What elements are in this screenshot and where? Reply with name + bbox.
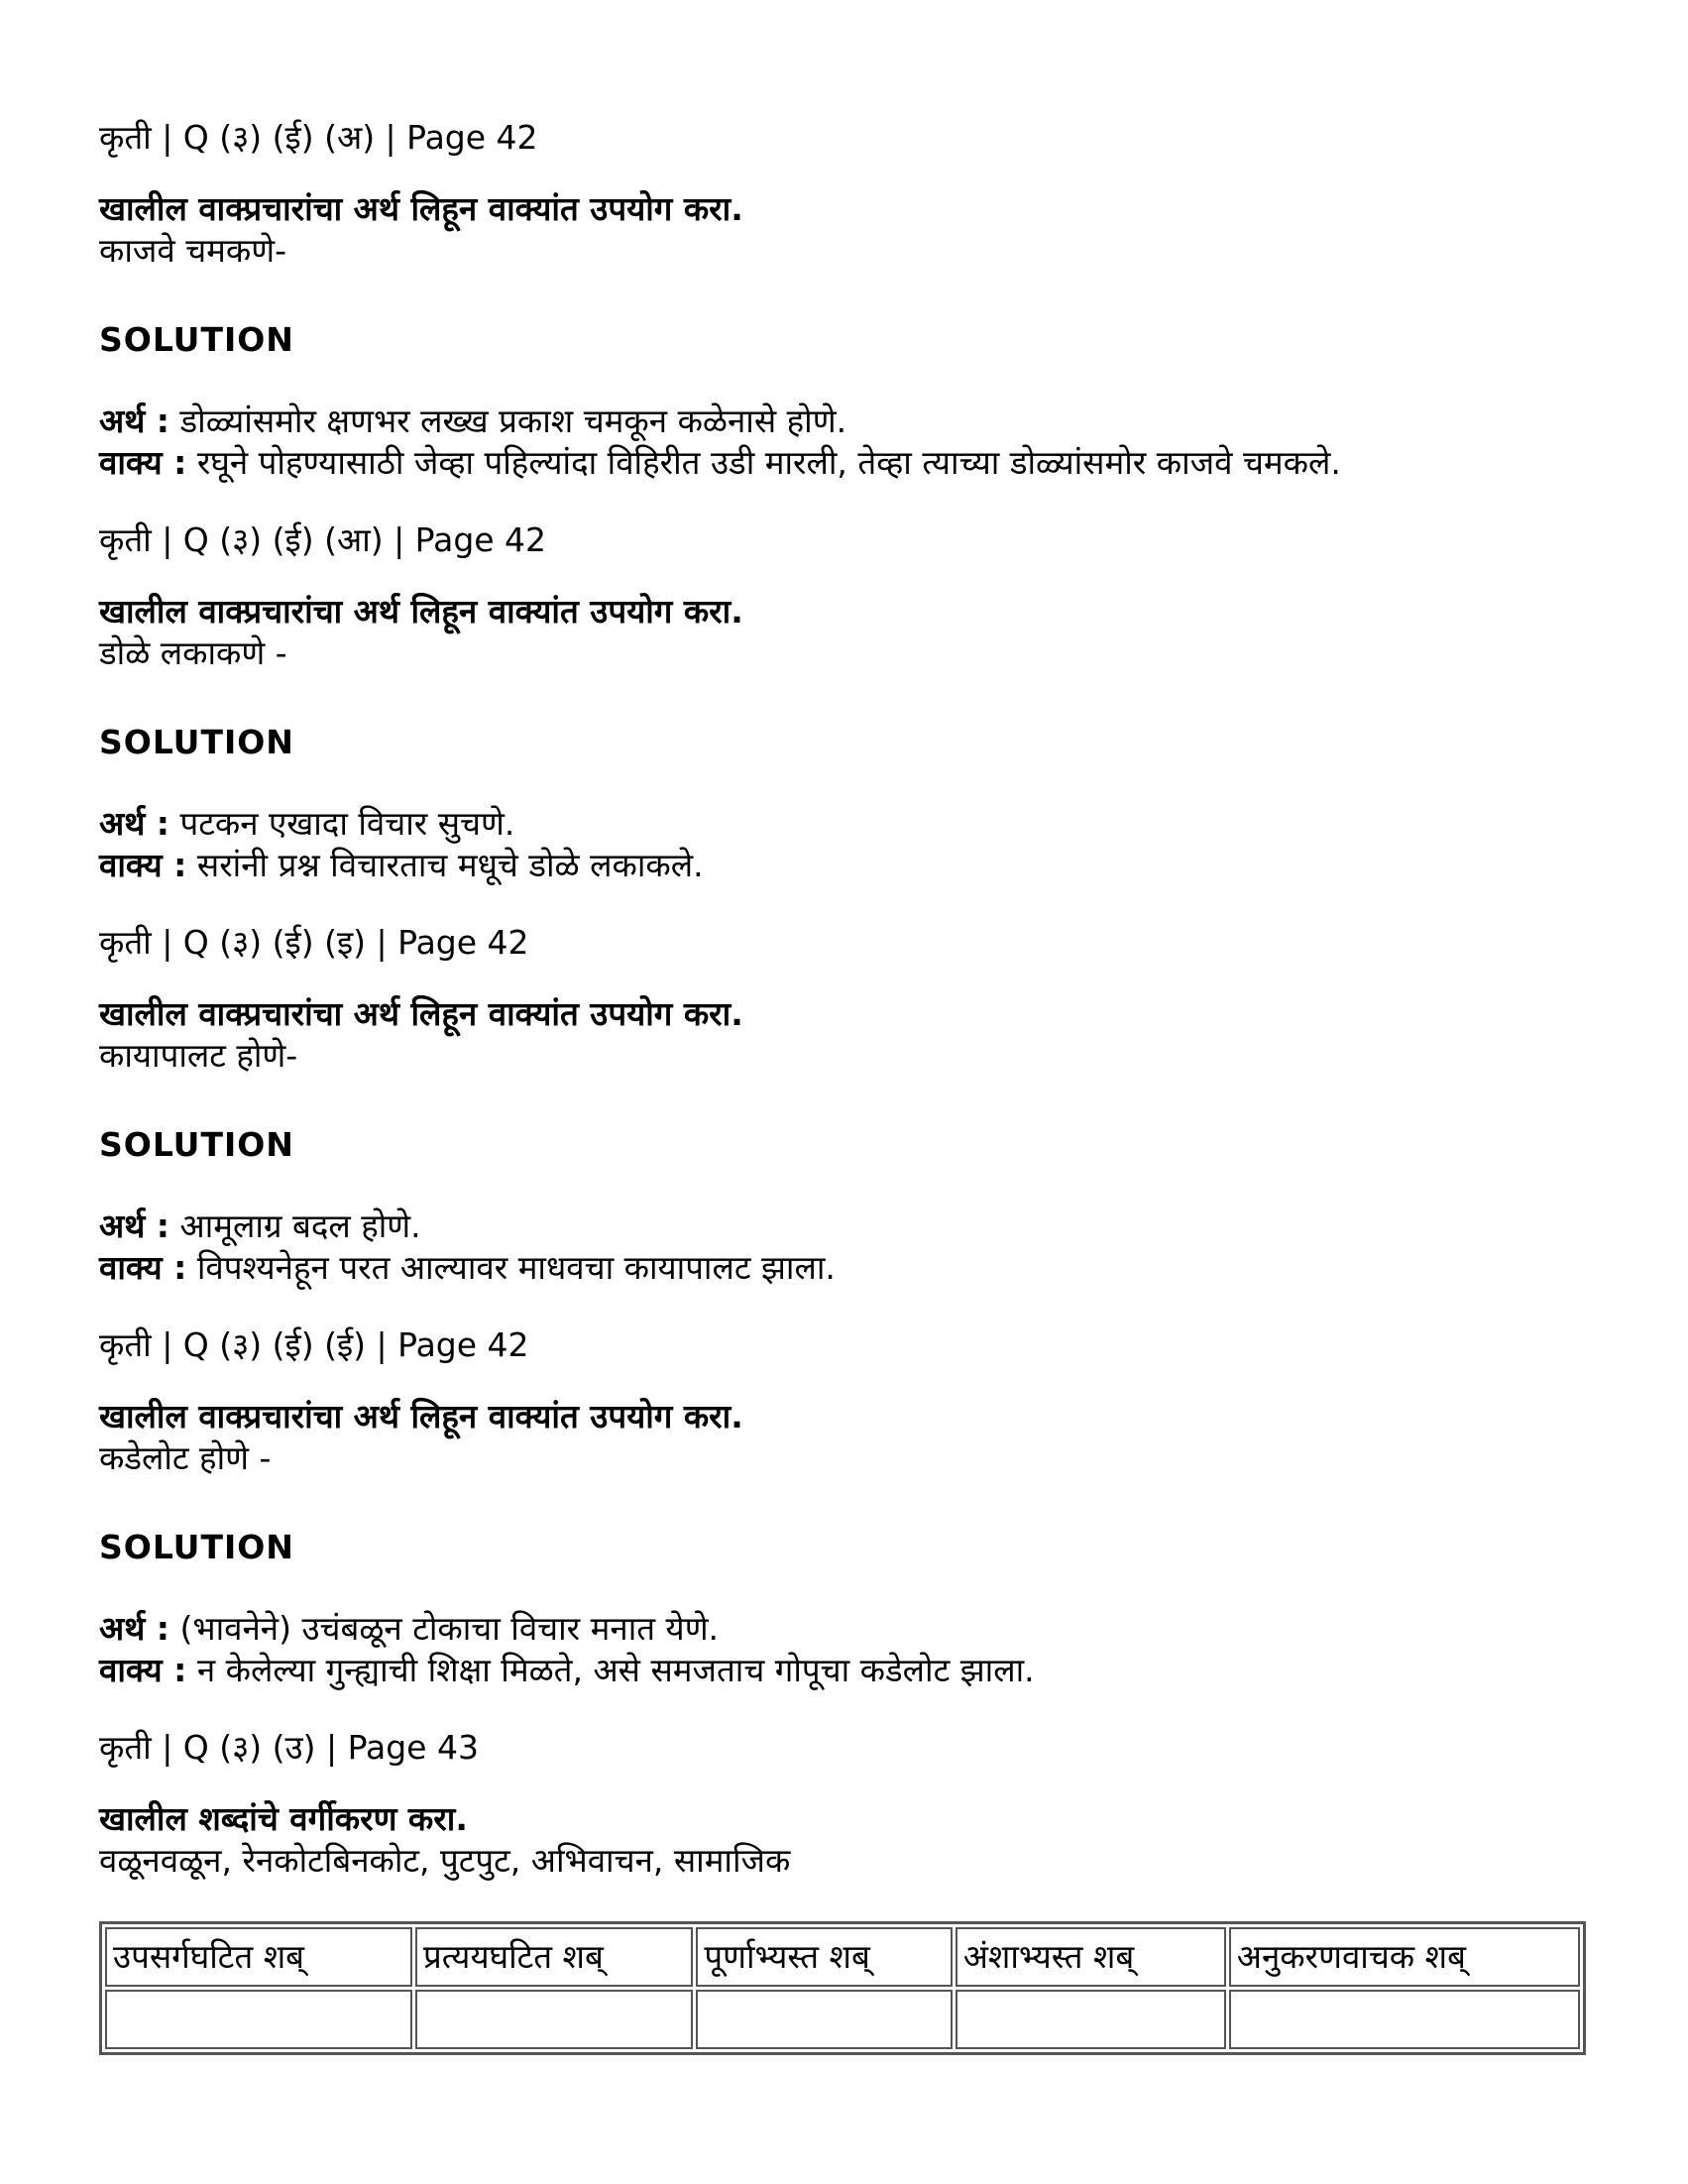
meaning-text: पटकन एखादा विचार सुचणे. xyxy=(169,804,515,843)
sentence-line xyxy=(99,845,1586,886)
solution-heading: SOLUTION xyxy=(99,723,294,761)
meaning-label: अर्थ : xyxy=(99,402,169,440)
table-header-cell: पूर्णाभ्यस्त शब् xyxy=(696,1927,952,1987)
table-cell xyxy=(696,1990,952,2049)
table-header-cell: उपसर्गघटित शब् xyxy=(105,1927,412,1987)
question-phrase: कडेलोट होणे - xyxy=(99,1438,272,1477)
table-header-cell: अनुकरणवाचक शब् xyxy=(1229,1927,1580,1987)
document-page xyxy=(99,117,1586,2055)
solution-heading: SOLUTION xyxy=(99,1528,294,1566)
question-meta: कृती | Q (३) (उ) | Page 43 xyxy=(99,1728,479,1767)
question-block xyxy=(99,519,1586,922)
word-list: वळूनवळून, रेनकोटबिनकोट, पुटपुट, अभिवाचन, सामाजिक xyxy=(99,1841,791,1880)
meaning-line xyxy=(99,1206,1586,1247)
question-title: खालील वाक्प्रचारांचा अर्थ लिहून वाक्यांत उपयोग करा. xyxy=(99,994,743,1033)
question-title: खालील वाक्प्रचारांचा अर्थ लिहून वाक्यांत उपयोग करा. xyxy=(99,592,743,631)
sentence-line xyxy=(99,442,1586,484)
meaning-line xyxy=(99,803,1586,845)
table-cell xyxy=(956,1990,1226,2049)
meaning-text: डोळ्यांसमोर क्षणभर लख्ख प्रकाश चमकून कळेनासे होणे. xyxy=(169,402,847,440)
question-title: खालील शब्दांचे वर्गीकरण करा. xyxy=(99,1799,468,1838)
question-title: खालील वाक्प्रचारांचा अर्थ लिहून वाक्यांत उपयोग करा. xyxy=(99,189,743,228)
meaning-line xyxy=(99,1608,1586,1650)
table-header-cell: प्रत्ययघटित शब् xyxy=(415,1927,693,1987)
sentence-line xyxy=(99,1247,1586,1289)
question-title: खालील वाक्प्रचारांचा अर्थ लिहून वाक्यांत उपयोग करा. xyxy=(99,1397,743,1436)
sentence-line xyxy=(99,1650,1586,1691)
meaning-label: अर्थ : xyxy=(99,1207,169,1245)
table-header-cell: अंशाभ्यस्त शब् xyxy=(956,1927,1226,1987)
table-cell xyxy=(415,1990,693,2049)
sentence-label: वाक्य : xyxy=(99,846,187,884)
question-phrase: कायापालट होणे- xyxy=(99,1036,298,1075)
question-phrase: डोळे लकाकणे - xyxy=(99,633,287,672)
meaning-label: अर्थ : xyxy=(99,1609,169,1648)
sentence-text: रघूने पोहण्यासाठी जेव्हा पहिल्यांदा विहिरीत उडी मारली, तेव्हा त्याच्या डोळ्यांसमोर काजवे चमकले. xyxy=(186,443,1341,482)
question-phrase: काजवे चमकणे- xyxy=(99,231,287,270)
sentence-label: वाक्य : xyxy=(99,1651,187,1689)
sentence-label: वाक्य : xyxy=(99,443,187,482)
solution-heading: SOLUTION xyxy=(99,320,294,359)
question-block xyxy=(99,922,1586,1324)
table-header-row xyxy=(105,1927,1580,1987)
meaning-line xyxy=(99,401,1586,442)
sentence-text: सरांनी प्रश्न विचारताच मधूचे डोळे लकाकले. xyxy=(186,846,704,884)
question-meta: कृती | Q (३) (ई) (ई) | Page 42 xyxy=(99,1325,529,1364)
sentence-text: न केलेल्या गुन्ह्याची शिक्षा मिळते, असे समजताच गोपूचा कडेलोट झाला. xyxy=(186,1651,1035,1689)
classification-block xyxy=(99,1727,1586,2055)
question-block xyxy=(99,117,1586,519)
meaning-text: आमूलाग्र बदल होणे. xyxy=(169,1207,421,1245)
sentence-text: विपश्यनेहून परत आल्यावर माधवचा कायापालट झाला. xyxy=(186,1248,836,1287)
table-cell xyxy=(105,1990,412,2049)
meaning-label: अर्थ : xyxy=(99,804,169,843)
classification-table xyxy=(99,1921,1586,2055)
table-cell xyxy=(1229,1990,1580,2049)
question-meta: कृती | Q (३) (ई) (आ) | Page 42 xyxy=(99,520,547,559)
question-block xyxy=(99,1324,1586,1727)
question-meta: कृती | Q (३) (ई) (अ) | Page 42 xyxy=(99,118,538,157)
sentence-label: वाक्य : xyxy=(99,1248,187,1287)
meaning-text: (भावनेने) उचंबळून टोकाचा विचार मनात येणे. xyxy=(169,1609,720,1648)
question-meta: कृती | Q (३) (ई) (इ) | Page 42 xyxy=(99,923,529,962)
solution-heading: SOLUTION xyxy=(99,1125,294,1164)
table-row xyxy=(105,1990,1580,2049)
